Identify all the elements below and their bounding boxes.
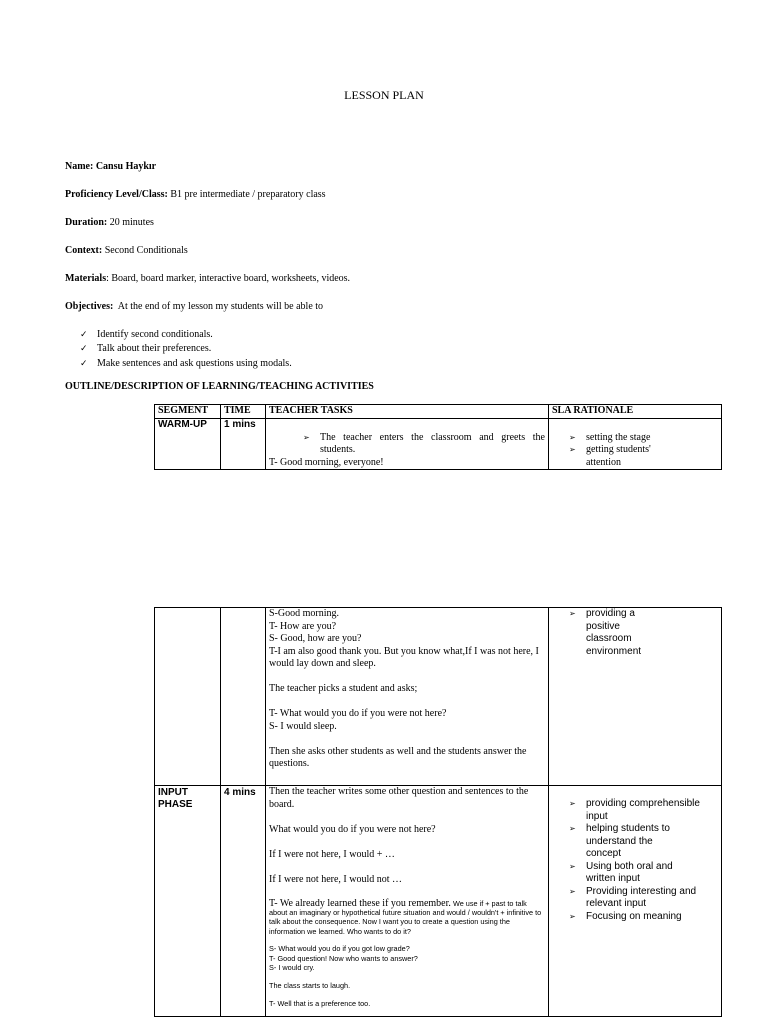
task-bullet: ➢ The teacher enters the classroom and greets the students. (303, 432, 545, 457)
task-line: If I were not here, I would + … (269, 848, 395, 860)
task-line: T- Well that is a preference too. (269, 998, 371, 1008)
task-line: What would you do if you were not here? (269, 823, 436, 835)
task-line: Then the teacher writes some other question and sentences to the board. (269, 786, 529, 810)
segment-cell: WARM-UP (155, 418, 221, 470)
level-field (65, 188, 326, 201)
time-cell (221, 608, 266, 786)
rationale-item: ➢ providing comprehensible input (569, 798, 718, 823)
level-label: Proficiency Level/Class: (65, 189, 168, 200)
objective-item: ✓ Identify second conditionals. (80, 328, 292, 342)
tasks-cell (266, 786, 549, 1017)
name-label: Name: (65, 161, 94, 172)
time-cell: 4 mins (221, 786, 266, 1017)
header-sla-rationale: SLA RATIONALE (549, 405, 722, 419)
dialog-line: T- How are you? (269, 620, 337, 632)
rationale-item: ➢ Using both oral and written input (569, 861, 718, 886)
rationale-item: ➢ Providing interesting and relevant input (569, 886, 718, 911)
table-row (155, 786, 722, 1017)
task-line: Then she asks other students as well and the students answer the questions. (269, 745, 527, 769)
rationale-item: ➢ Focusing on meaning (569, 911, 718, 924)
header-teacher-tasks: TEACHER TASKS (266, 405, 549, 419)
rationale-cell (549, 608, 722, 786)
level-value: B1 pre intermediate / preparatory class (170, 189, 326, 200)
task-line: If I were not here, I would not … (269, 873, 403, 885)
dialog-line: S-Good morning. (269, 608, 339, 619)
tasks-cell (266, 418, 549, 470)
materials-label: Materials (65, 273, 107, 284)
dialog-line: T- Good question! Now who wants to answer? (269, 953, 418, 963)
objective-item: ✓ Make sentences and ask questions using modals. (80, 357, 292, 371)
duration-field (65, 216, 154, 229)
materials-field (65, 272, 350, 285)
header-segment: SEGMENT (155, 405, 221, 419)
tasks-cell (266, 608, 549, 786)
task-line: T- Good morning, everyone! (269, 456, 384, 468)
dialog-line: S- Good, how are you? (269, 633, 362, 644)
activities-table-part2 (154, 607, 722, 1017)
objectives-list (80, 328, 292, 371)
objectives-value: At the end of my lesson my students will be able to (117, 301, 324, 312)
context-label: Context: (65, 245, 103, 256)
dialog-line: T- What would you do if you were not here? (269, 708, 447, 719)
task-explanation: T- We already learned these if you remember. We use if + past to talk about an imaginary or hypothetical future situation and would / wouldn't + infinitive to talk about the consequence. Now I want you to create a question using the information we learned. Who wants to do it? (269, 897, 542, 936)
rationale-item: ➢ getting students' attention (569, 444, 718, 469)
table-row (155, 418, 722, 470)
rationale-item: ➢ providing a positive classroom environment (569, 608, 718, 658)
dialog-line: S- I would sleep. (269, 720, 337, 732)
dialog-line: S- I would cry. (269, 963, 315, 973)
segment-cell (155, 608, 221, 786)
name-value: Cansu Haykır (95, 161, 157, 172)
page-title: LESSON PLAN (344, 88, 424, 102)
header-time: TIME (221, 405, 266, 419)
rationale-cell (549, 418, 722, 470)
rationale-item: ➢ setting the stage (569, 432, 718, 445)
activities-table-part1 (154, 404, 722, 470)
materials-value: : Board, board marker, interactive board, worksheets, videos. (106, 273, 351, 284)
objective-item: ✓ Talk about their preferences. (80, 342, 292, 356)
context-value: Second Conditionals (104, 245, 188, 256)
segment-cell: INPUT PHASE (155, 786, 221, 1017)
name-field (65, 160, 156, 173)
table-row (155, 608, 722, 786)
task-line: The class starts to laugh. (269, 980, 351, 990)
checkmark-icon: ✓ (80, 344, 88, 355)
outline-heading: OUTLINE/DESCRIPTION OF LEARNING/TEACHING ACTIVITIES (65, 381, 374, 392)
duration-label: Duration: (65, 217, 108, 228)
task-line: The teacher picks a student and asks; (269, 683, 418, 694)
objectives-field (65, 300, 323, 313)
table-header-row (155, 405, 722, 419)
checkmark-icon: ✓ (80, 358, 88, 369)
time-cell: 1 mins (221, 418, 266, 470)
dialog-line: T-I am also good thank you. But you know what,If I was not here, I would lay down and sleep. (269, 645, 539, 669)
context-field (65, 244, 188, 257)
duration-value: 20 minutes (109, 217, 154, 228)
rationale-item: ➢ helping students to understand the concept (569, 823, 718, 861)
objectives-label: Objectives: (65, 301, 114, 312)
dialog-line: S- What would you do if you got low grade? (269, 944, 410, 954)
checkmark-icon: ✓ (80, 330, 88, 340)
rationale-cell (549, 786, 722, 1017)
